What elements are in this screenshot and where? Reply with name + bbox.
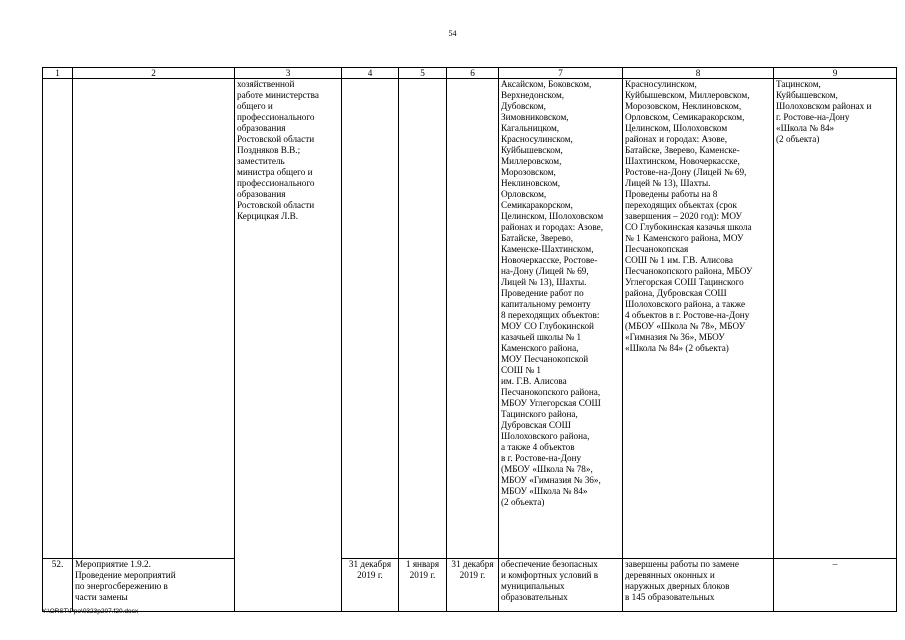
table-row [43, 79, 897, 559]
start-date-cell: 1 января 2019 г. [399, 559, 447, 612]
expected-result-cell: Аксайском, Боковском, Верхнедонском, Дубовском, Зимовниковском, Кагальницком, Красносулинском, Куйбышевском, Миллеровском, Морозовском, Неклиновском, Орловском, Семикаракорском, Целинском, Шолоховском районах и городах: Азове, Батайске, Зверево, Каменске-Шахтинском, Новочеркасске, Ростове- на-Дону (Лицей № 69, Лицей № 13), Шахты. Проведение работ по капитальному ремонту 8 переходящих объектов: МОУ СО Глубокинской казачьей школы № 1 Каменского района, МОУ Песчанокопской СОШ № 1 им. Г.В. Алисова Песчанокопского района, МБОУ Углегорская СОШ Тацинского района, Дубровская СОШ Шолоховского района, а также 4 объектов в г. Ростове-на-Дону (МБОУ «Школа № 78», МБОУ «Гимназия № 36», МБОУ «Школа № 84» (2 объекта) [499, 79, 623, 559]
expected-result-cell: обеспечение безопасных и комфортных условий в муниципальных образовательных [499, 559, 623, 612]
event-name-cell: Мероприятие 1.9.2. Проведение мероприятий по энергосбережению в части замены [73, 559, 235, 612]
row-number: 52. [43, 559, 73, 612]
column-header: 1 [43, 68, 73, 79]
column-header: 6 [447, 68, 499, 79]
column-header: 9 [774, 68, 897, 79]
column-header: 5 [399, 68, 447, 79]
notes-cell: Тацинском, Куйбышевском, Шолоховском районах и г. Ростове-на-Дону «Школа № 84» (2 объекта) [774, 79, 897, 559]
column-header: 4 [342, 68, 399, 79]
table-cell [43, 79, 73, 559]
responsible-cell: хозяйственной работе министерства общего и профессионального образования Ростовской области Поздняков В.В.; заместитель министра общего и профессионального образования Ростовской области Керцицкая Л.В. [235, 79, 342, 612]
table-cell [399, 79, 447, 559]
table-cell [73, 79, 235, 559]
column-header: 8 [623, 68, 774, 79]
column-header: 3 [235, 68, 342, 79]
page-number: 54 [448, 29, 457, 38]
actual-result-cell: завершены работы по замене деревянных оконных и наружных дверных блоков в 145 образовательных [623, 559, 774, 612]
actual-result-cell: Красносулинском, Куйбышевском, Миллеровском, Морозовском, Неклиновском, Орловском, Семикаракорском, Целинском, Шолоховском районах и городах: Азове, Батайске, Зверево, Каменске- Шахтинском, Новочеркасске, Ростове-на-Дону (Лицей № 69, Лицей № 13), Шахты. Проведены работы на 8 переходящих объектах (срок завершения – 2020 год): МОУ СО Глубокинская казачья школа № 1 Каменского района, МОУ Песчанокопская СОШ № 1 им. Г.В. Алисова Песчанокопского района, МБОУ Углегорская СОШ Тацинского района, Дубровская СОШ Шолоховского района, а также 4 объектов в г. Ростове-на-Дону (МБОУ «Школа № 78», МБОУ «Гимназия № 36», МБОУ «Школа № 84» (2 объекта) [623, 79, 774, 559]
column-header: 2 [73, 68, 235, 79]
planned-date-cell: 31 декабря 2019 г. [342, 559, 399, 612]
table-row [43, 559, 897, 612]
report-table [42, 67, 897, 612]
table-cell [342, 79, 399, 559]
column-header: 7 [499, 68, 623, 79]
end-date-cell: 31 декабря 2019 г. [447, 559, 499, 612]
table-cell [447, 79, 499, 559]
column-number-row [43, 68, 897, 79]
file-path-footer: Y:\ORST\Ppo\0323p207.f20.docx [42, 608, 139, 615]
notes-cell: – [774, 559, 897, 612]
